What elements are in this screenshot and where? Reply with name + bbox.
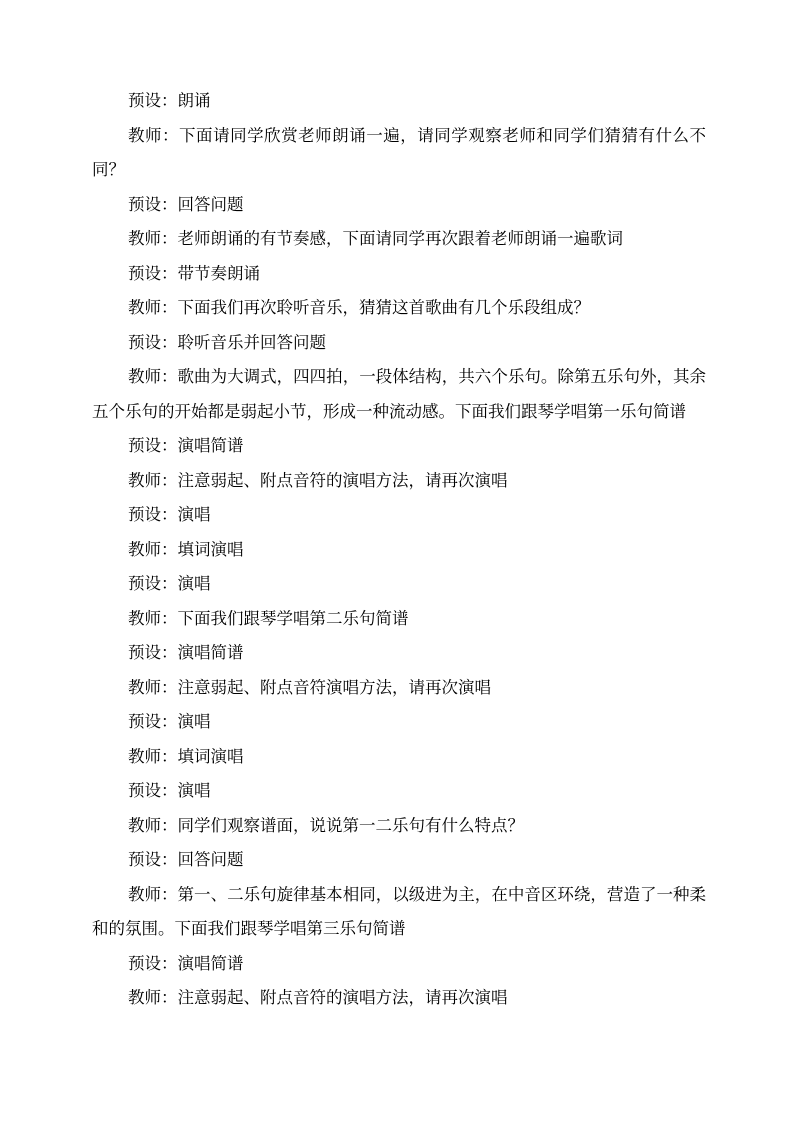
paragraph: 预设：演唱 xyxy=(128,574,211,593)
paragraph: 教师：填词演唱 xyxy=(128,539,244,559)
paragraph: 预设：演唱 xyxy=(128,505,211,524)
paragraph: 教师：注意弱起、附点音符演唱方法，请再次演唱 xyxy=(128,677,491,697)
paragraph: 教师：歌曲为大调式，四四拍，一段体结构，共六个乐句。除第五乐句外，其余五个乐句的开始都是弱起小节，形成一种流动感。下面我们跟琴学唱第一乐句简谱 xyxy=(92,367,706,421)
paragraph: 教师：同学们观察谱面，说说第一二乐句有什么特点？ xyxy=(128,815,524,835)
paragraph: 教师：注意弱起、附点音符的演唱方法，请再次演唱 xyxy=(128,470,508,490)
paragraph: 教师：下面请同学欣赏老师朗诵一遍，请同学观察老师和同学们猜猜有什么不同？ xyxy=(92,125,706,179)
paragraph: 教师：第一、二乐句旋律基本相同，以级进为主，在中音区环绕，营造了一种柔和的氛围。下面我们跟琴学唱第三乐句简谱 xyxy=(92,884,706,938)
paragraph: 预设：朗诵 xyxy=(128,91,211,110)
paragraph: 预设：演唱简谱 xyxy=(128,436,244,455)
paragraph: 预设：带节奏朗诵 xyxy=(128,263,260,283)
paragraph: 预设：演唱 xyxy=(128,712,211,731)
paragraph: 预设：聆听音乐并回答问题 xyxy=(128,332,326,352)
paragraph: 教师：下面我们跟琴学唱第二乐句简谱 xyxy=(128,608,409,628)
paragraph: 教师：老师朗诵的有节奏感，下面请同学再次跟着老师朗诵一遍歌词 xyxy=(128,229,623,248)
paragraph: 预设：演唱 xyxy=(128,781,211,800)
paragraph: 预设：演唱简谱 xyxy=(128,953,244,973)
paragraph: 预设：演唱简谱 xyxy=(128,643,244,662)
paragraph: 教师：填词演唱 xyxy=(128,746,244,766)
paragraph: 教师：下面我们再次聆听音乐，猜猜这首歌曲有几个乐段组成？ xyxy=(128,298,590,317)
paragraph: 预设：回答问题 xyxy=(128,194,244,214)
paragraph: 预设：回答问题 xyxy=(128,850,244,869)
document-body xyxy=(92,84,706,1016)
paragraph: 教师：注意弱起、附点音符的演唱方法，请再次演唱 xyxy=(128,988,508,1007)
